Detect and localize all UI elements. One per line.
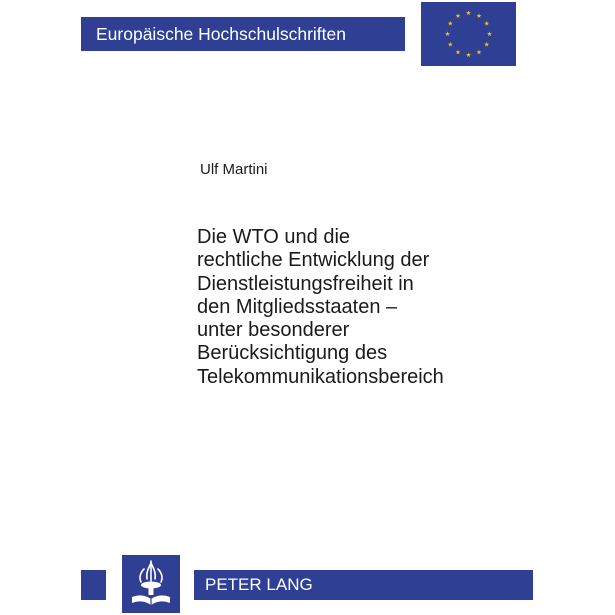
series-label: Europäische Hochschulschriften <box>96 24 346 44</box>
book-title <box>197 226 497 389</box>
author-name: Ulf Martini <box>200 161 268 178</box>
star-icon <box>484 42 489 47</box>
title-line: Die WTO und die <box>197 226 351 248</box>
title-line: rechtliche Entwicklung der <box>197 249 430 272</box>
star-icon <box>448 21 453 26</box>
star-icon <box>477 13 482 18</box>
publisher-accent-block <box>81 570 106 600</box>
star-icon <box>445 31 450 36</box>
star-icon <box>484 21 489 26</box>
star-icon <box>477 50 482 55</box>
star-icon <box>456 13 461 18</box>
star-icon <box>487 31 492 36</box>
star-icon <box>466 10 471 15</box>
star-icon <box>448 42 453 47</box>
title-line: Berücksichtigung des <box>197 342 388 365</box>
publisher-name: PETER LANG <box>205 575 313 594</box>
title-line: den Mitgliedsstaaten – <box>197 295 398 318</box>
star-icon <box>466 52 471 57</box>
star-icon <box>456 50 461 55</box>
title-line: Dienstleistungsfreiheit in <box>197 272 414 295</box>
title-line: unter besonderer <box>197 319 350 342</box>
title-line: Telekommunikationsbereich <box>197 365 444 388</box>
eu-flag-icon <box>421 2 516 66</box>
fountain-book-logo-icon <box>122 555 180 613</box>
